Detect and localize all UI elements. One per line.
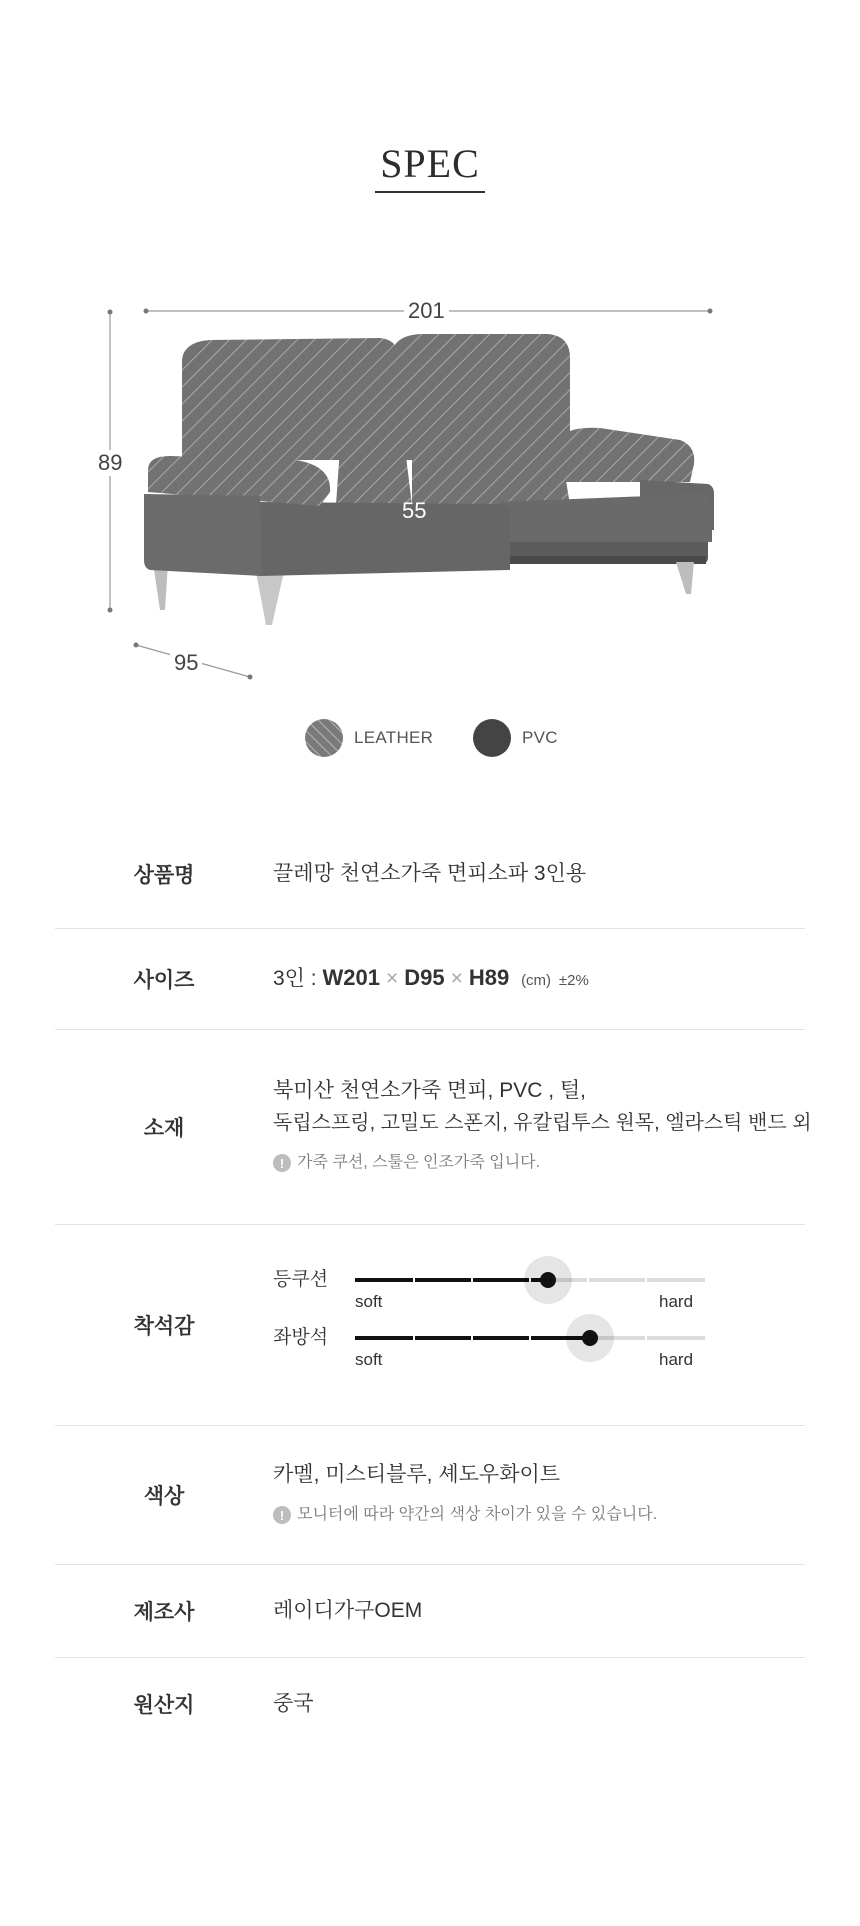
spec-label-origin: 원산지 xyxy=(133,1694,195,1717)
size-width: W201 xyxy=(322,964,380,990)
size-times-2: × xyxy=(450,966,463,990)
spec-table xyxy=(55,820,812,1750)
pvc-swatch-icon xyxy=(472,718,512,758)
comfort-seat-cushion xyxy=(273,1326,805,1382)
dimension-height: 89 xyxy=(94,450,126,476)
track-tick xyxy=(471,1335,473,1341)
spec-value-name: 끌레망 천연소가죽 면피소파 3인용 xyxy=(273,862,587,885)
track-tick xyxy=(645,1335,647,1341)
spec-value-material xyxy=(273,1075,812,1179)
scale-soft-back: soft xyxy=(355,1292,383,1311)
track-tick xyxy=(645,1277,647,1283)
leather-swatch-icon xyxy=(304,718,344,758)
exclamation-icon: ! xyxy=(273,1506,291,1524)
material-legend xyxy=(0,718,860,762)
spec-row-color xyxy=(55,1426,805,1565)
spec-label-material: 소재 xyxy=(143,1117,185,1140)
size-depth: D95 xyxy=(404,964,445,990)
dimension-width: 201 xyxy=(404,298,449,324)
spec-value-origin: 중국 xyxy=(273,1692,314,1715)
spec-label-name: 상품명 xyxy=(133,864,195,887)
comfort-track-seat xyxy=(355,1336,705,1340)
color-note xyxy=(273,1499,805,1531)
dimension-depth: 95 xyxy=(170,650,202,676)
scale-hard-seat: hard xyxy=(659,1350,694,1369)
spec-row-material xyxy=(55,1030,812,1225)
material-line-2: 독립스프링, 고밀도 스폰지, 유칼립투스 원목, 엘라스틱 밴드 외 xyxy=(273,1112,812,1134)
scale-soft-seat: soft xyxy=(355,1350,383,1369)
spec-label-comfort: 착석감 xyxy=(133,1315,195,1338)
size-unit: (cm) xyxy=(521,971,552,989)
track-tick xyxy=(471,1277,473,1283)
material-note xyxy=(273,1147,812,1179)
comfort-track-back xyxy=(355,1278,705,1282)
spec-value-color xyxy=(273,1459,805,1531)
scale-hard-back: hard xyxy=(659,1292,694,1311)
track-tick xyxy=(413,1277,415,1283)
spec-label-maker: 제조사 xyxy=(133,1601,195,1624)
sofa-illustration xyxy=(0,280,860,700)
size-height: H89 xyxy=(468,964,510,990)
comfort-knob-seat xyxy=(582,1330,598,1346)
comfort-name-seat: 좌방석 xyxy=(273,1327,329,1348)
spec-row-name xyxy=(55,820,805,929)
legend-label-leather: LEATHER xyxy=(354,728,434,747)
spec-label-color: 색상 xyxy=(143,1485,185,1508)
legend-item-pvc xyxy=(472,718,558,758)
spec-value-size xyxy=(273,962,805,997)
spec-value-maker: 레이디가구OEM xyxy=(273,1599,423,1622)
spec-title-wrap xyxy=(0,140,860,193)
track-tick xyxy=(587,1277,589,1283)
track-tick xyxy=(413,1335,415,1341)
exclamation-icon: ! xyxy=(273,1154,291,1172)
spec-row-comfort xyxy=(55,1225,805,1426)
spec-label-size: 사이즈 xyxy=(133,969,195,992)
comfort-fill-back xyxy=(355,1278,548,1282)
legend-label-pvc: PVC xyxy=(522,728,558,747)
material-line-1: 북미산 천연소가죽 면피, PVC , 털, xyxy=(273,1079,587,1102)
size-prefix: 3인 : xyxy=(273,966,317,990)
spec-row-size xyxy=(55,929,805,1030)
color-options: 카멜, 미스티블루, 셰도우화이트 xyxy=(273,1463,561,1486)
dimension-seat-depth: 55 xyxy=(402,498,427,523)
material-note-text: 가죽 쿠션, 스툴은 인조가죽 입니다. xyxy=(297,1154,541,1171)
spec-row-origin xyxy=(55,1658,805,1750)
dimension-seat-height: 43 xyxy=(456,572,481,597)
sofa-dimension-diagram xyxy=(0,280,860,700)
spec-title: SPEC xyxy=(375,140,485,193)
comfort-name-back: 등쿠션 xyxy=(273,1269,329,1290)
track-tick xyxy=(529,1335,531,1341)
size-tolerance: ±2% xyxy=(558,971,589,989)
comfort-back-cushion xyxy=(273,1268,805,1324)
spec-value-comfort xyxy=(273,1268,805,1382)
spec-row-maker xyxy=(55,1565,805,1658)
legend-item-leather xyxy=(304,718,433,758)
size-times-1: × xyxy=(385,966,399,990)
comfort-knob-back xyxy=(540,1272,556,1288)
color-note-text: 모니터에 따라 약간의 색상 차이가 있을 수 있습니다. xyxy=(297,1506,658,1523)
